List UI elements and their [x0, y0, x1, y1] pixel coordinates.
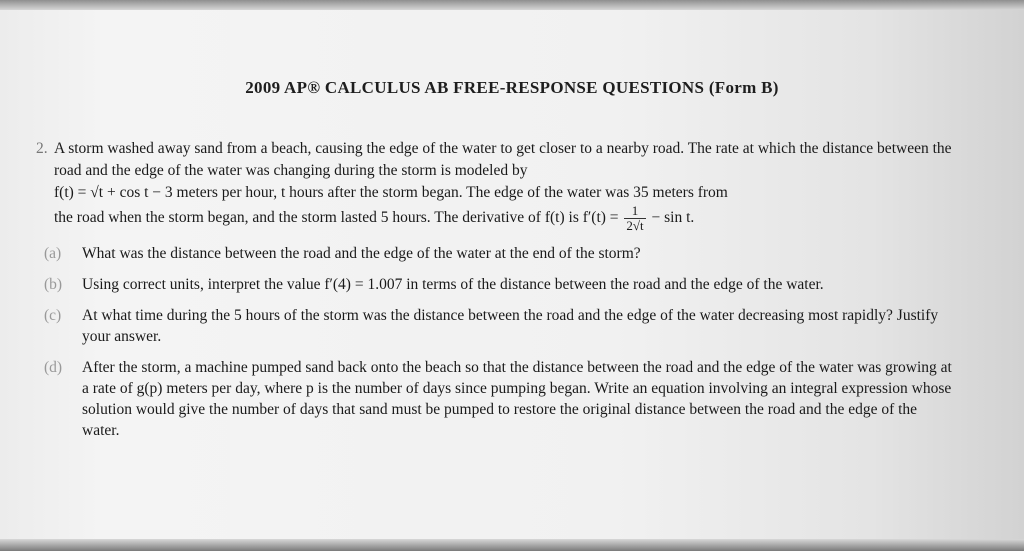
- question-intro: [38, 138, 958, 233]
- part-b-label: (b): [44, 276, 63, 293]
- part-c-label: (c): [44, 307, 62, 324]
- part-a: [38, 243, 958, 264]
- fraction-denominator: 2√t: [626, 218, 644, 233]
- part-a-text: What was the distance between the road and the edge of the water at the end of the storm?: [82, 245, 641, 262]
- part-a-label: (a): [44, 245, 62, 262]
- question-2: [38, 138, 958, 441]
- question-number: 2.: [36, 140, 48, 157]
- part-c-text: At what time during the 5 hours of the storm was the distance between the road and the edge of the water decreasing most rapidly? Justify your answer.: [82, 307, 939, 345]
- part-d-label: (d): [44, 359, 63, 376]
- part-b: [38, 274, 958, 295]
- part-d-text: After the storm, a machine pumped sand back onto the beach so that the distance between the road and the edge of the water was growing at a rate of g(p) meters per day, where p is the number of days since pumping began. Write an equation involving an integral expression whose solution would give the number of days that sand must be pumped to restore the original distance between the road and the edge of the water.: [82, 359, 952, 439]
- part-d: [38, 357, 958, 441]
- fraction-numerator: 1: [624, 204, 645, 219]
- part-c: [38, 305, 958, 347]
- scan-edge-bottom: [0, 539, 1024, 551]
- part-b-text: Using correct units, interpret the value f′(4) = 1.007 in terms of the distance between the road and the edge of the water.: [82, 276, 824, 293]
- intro-line-1: A storm washed away sand from a beach, causing the edge of the water to get closer to a nearby road. The rate at which the distance between the road and the edge of the water was changing during the storm is modeled by: [54, 140, 952, 179]
- scan-edge-top: [0, 0, 1024, 10]
- derivative-fraction: [624, 204, 645, 233]
- intro-line-3-end: − sin t.: [651, 209, 695, 227]
- intro-line-3-text: the road when the storm began, and the storm lasted 5 hours. The derivative of f(t) is f′(t) =: [54, 209, 619, 227]
- intro-line-3: [54, 204, 958, 233]
- page-title: 2009 AP® CALCULUS AB FREE-RESPONSE QUESTIONS (Form B): [245, 78, 779, 97]
- intro-line-2: f(t) = √t + cos t − 3 meters per hour, t hours after the storm began. The edge of the water was 35 meters from: [54, 184, 728, 201]
